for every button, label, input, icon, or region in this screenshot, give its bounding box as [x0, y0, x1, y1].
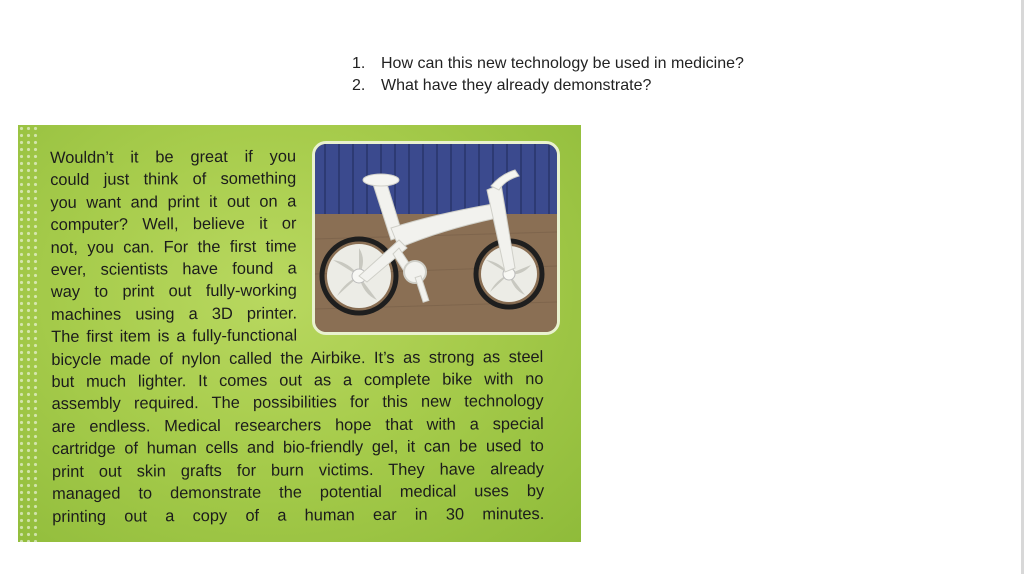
- text-line: The first item is a fully-functional: [51, 326, 298, 347]
- article-paragraph-top: [50, 145, 297, 348]
- article-text: [50, 144, 552, 528]
- text-line: you want and print it out on a: [50, 192, 297, 212]
- question-item: [352, 53, 744, 75]
- text-line: are endless. Medical researchers hope that with a special: [51, 414, 544, 436]
- text-line: way to print out fully-working: [50, 281, 297, 302]
- text-line: ever, scientists have found a: [50, 259, 297, 280]
- text-line: printing out a copy of a human ear in 30 minutes.: [52, 504, 545, 526]
- text-line: machines using a 3D printer.: [50, 304, 298, 324]
- text-line: but much lighter. It comes out as a complete bike with no: [51, 370, 544, 392]
- question-number: 1.: [352, 55, 366, 72]
- question-item: [352, 75, 744, 97]
- text-line: assembly required. The possibilities for this new technology: [51, 392, 544, 414]
- text-line: print out skin grafts for burn victims. They have already: [51, 459, 545, 481]
- text-line: could just think of something: [50, 169, 297, 190]
- text-line: computer? Well, believe it or: [50, 214, 297, 235]
- article-image: [18, 125, 581, 542]
- text-line: managed to demonstrate the potential medical uses by: [52, 482, 545, 504]
- text-line: bicycle made of nylon called the Airbike. It’s as strong as steel: [51, 347, 544, 369]
- text-line: Wouldn’t it be great if you: [50, 147, 297, 167]
- article-paragraph-bottom: [51, 346, 544, 528]
- dot-pattern: [18, 125, 40, 542]
- question-text: What have they already demonstrate?: [381, 77, 652, 94]
- question-list: [352, 53, 744, 97]
- text-line: cartridge of human cells and bio-friendly gel, it can be used to: [51, 437, 544, 459]
- question-number: 2.: [352, 77, 366, 94]
- question-text: How can this new technology be used in medicine?: [381, 55, 744, 72]
- text-line: not, you can. For the first time: [50, 237, 297, 257]
